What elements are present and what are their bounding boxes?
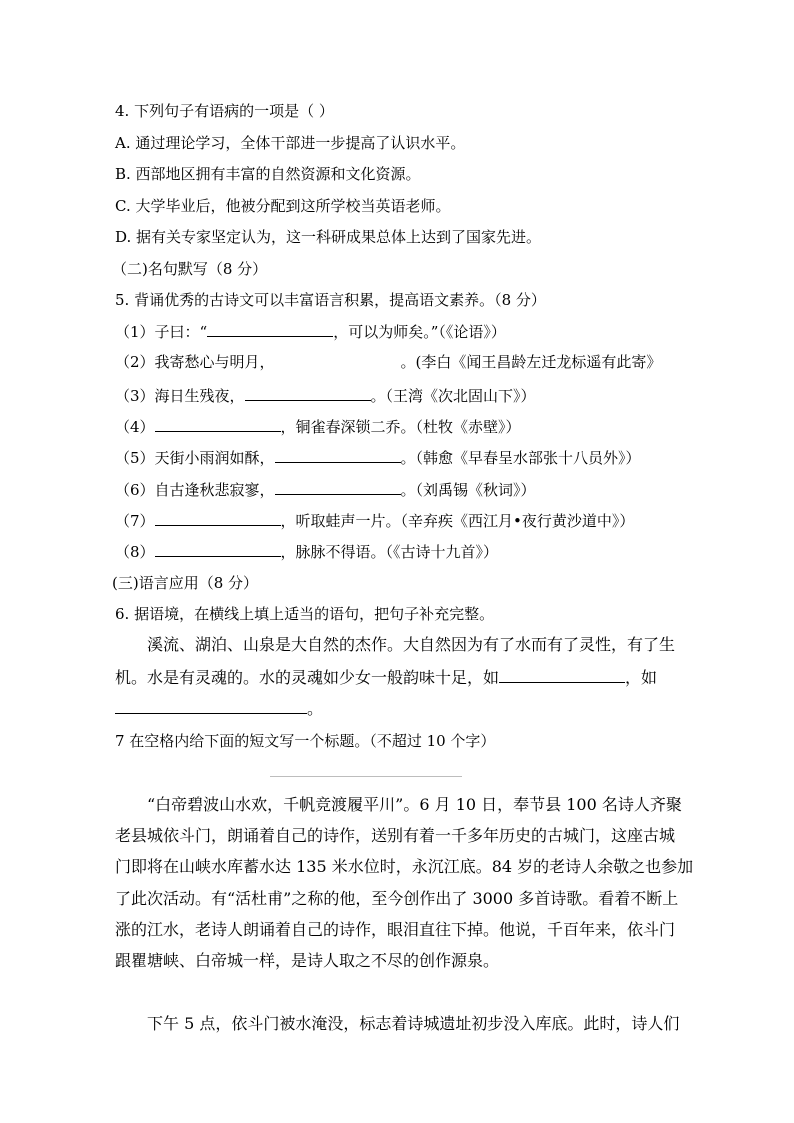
passage-line-3: [115, 698, 323, 719]
answer-blank[interactable]: [275, 352, 401, 367]
recitation-item-4: [115, 416, 521, 437]
article-line: “白帝碧波山水欢，千帆竞渡履平川”。6 月 10 日，奉节县 100 名诗人齐聚: [147, 795, 682, 814]
question-4: 4. 下列句子有语病的一项是（ ）: [115, 102, 334, 120]
item-suffix: 。（韩愈《早春呈水部张十八员外》）: [400, 449, 641, 467]
passage-text: 。: [307, 699, 324, 718]
passage-text: 机。水是有灵魂的。水的灵魂如少女一般韵味十足，如: [115, 668, 500, 687]
question-6: 6. 据语境，在横线上填上适当的语句，把句子补充完整。: [115, 605, 495, 623]
option-d: D. 据有关专家坚定认为，这一科研成果总体上达到了国家先进。: [115, 228, 542, 246]
item-prefix: （5）天街小雨润如酥，: [115, 449, 275, 467]
recitation-item-3: [115, 385, 536, 406]
item-prefix: （6）自古逢秋悲寂寥，: [115, 481, 275, 499]
title-answer-line[interactable]: [270, 776, 462, 777]
article-line: 涨的江水，老诗人朗诵着自己的诗作，眼泪直往下掉。他说，千百年来，依斗门: [115, 920, 676, 939]
answer-blank[interactable]: [155, 416, 281, 432]
passage-text: ，如: [625, 668, 658, 687]
article-line: 下午 5 点，依斗门被水淹没，标志着诗城遗址初步没入库底。此时，诗人们: [147, 1014, 680, 1033]
answer-blank[interactable]: [207, 321, 333, 337]
recitation-item-8: [115, 541, 498, 562]
passage-line-1: 溪流、湖泊、山泉是大自然的杰作。大自然因为有了水而有了灵性，有了生: [147, 635, 676, 654]
item-prefix: （1）子曰：“: [115, 323, 208, 341]
answer-blank[interactable]: [499, 667, 625, 683]
answer-blank[interactable]: [115, 698, 307, 714]
answer-blank[interactable]: [275, 479, 401, 495]
section-2-heading: （二)名句默写（8 分）: [112, 260, 268, 278]
item-suffix: 。（刘禹锡《秋词》）: [400, 481, 536, 499]
answer-blank[interactable]: [275, 447, 401, 463]
item-suffix: ，听取蛙声一片。（辛弃疾《西江月•夜行黄沙道中》）: [280, 512, 635, 530]
answer-blank[interactable]: [155, 541, 281, 557]
recitation-item-6: [115, 479, 536, 500]
recitation-item-5: [115, 447, 641, 468]
article-line: 门即将在山峡水库蓄水达 135 米水位时，永沉江底。84 岁的老诗人余敬之也参加: [115, 857, 694, 876]
article-line: 老县城依斗门，朗诵着自己的诗作，送别有着一千多年历史的古城门，这座古城: [115, 826, 676, 845]
recitation-item-2: [115, 352, 661, 372]
answer-blank[interactable]: [155, 510, 281, 526]
question-7: 7 在空格内给下面的短文写一个标题。（不超过 10 个字）: [115, 732, 496, 750]
option-b: B. 西部地区拥有丰富的自然资源和文化资源。: [115, 165, 421, 183]
item-prefix: （8）: [115, 543, 155, 561]
passage-line-2: [115, 667, 657, 688]
article-line: 了此次活动。有“活杜甫”之称的他，至今创作出了 3000 多首诗歌。看着不断上: [115, 889, 679, 908]
item-suffix: 。(李白《闻王昌龄左迁龙标遥有此寄》: [400, 353, 662, 371]
item-prefix: （4）: [115, 418, 155, 436]
option-c: C. 大学毕业后，他被分配到这所学校当英语老师。: [115, 197, 451, 215]
item-suffix: ，脉脉不得语。（《古诗十九首》）: [280, 543, 499, 561]
article-line: 跟瞿塘峡、白帝城一样，是诗人取之不尽的创作源泉。: [115, 951, 500, 970]
item-prefix: （2）我寄愁心与明月，: [115, 353, 275, 371]
recitation-item-1: [115, 321, 506, 342]
item-suffix: ，可以为师矣。”（《论语》）: [333, 323, 506, 341]
question-5: 5. 背诵优秀的古诗文可以丰富语言积累，提高语文素养。（8 分）: [115, 291, 546, 309]
item-suffix: 。（王湾《次北固山下》）: [370, 387, 536, 405]
recitation-item-7: [115, 510, 634, 531]
item-prefix: （3）海日生残夜，: [115, 387, 245, 405]
section-3-heading: (三)语言应用（8 分）: [112, 574, 259, 592]
item-prefix: （7）: [115, 512, 155, 530]
answer-blank[interactable]: [245, 385, 371, 401]
item-suffix: ，铜雀春深锁二乔。（杜牧《赤壁》）: [280, 418, 521, 436]
option-a: A. 通过理论学习，全体干部进一步提高了认识水平。: [115, 134, 466, 152]
